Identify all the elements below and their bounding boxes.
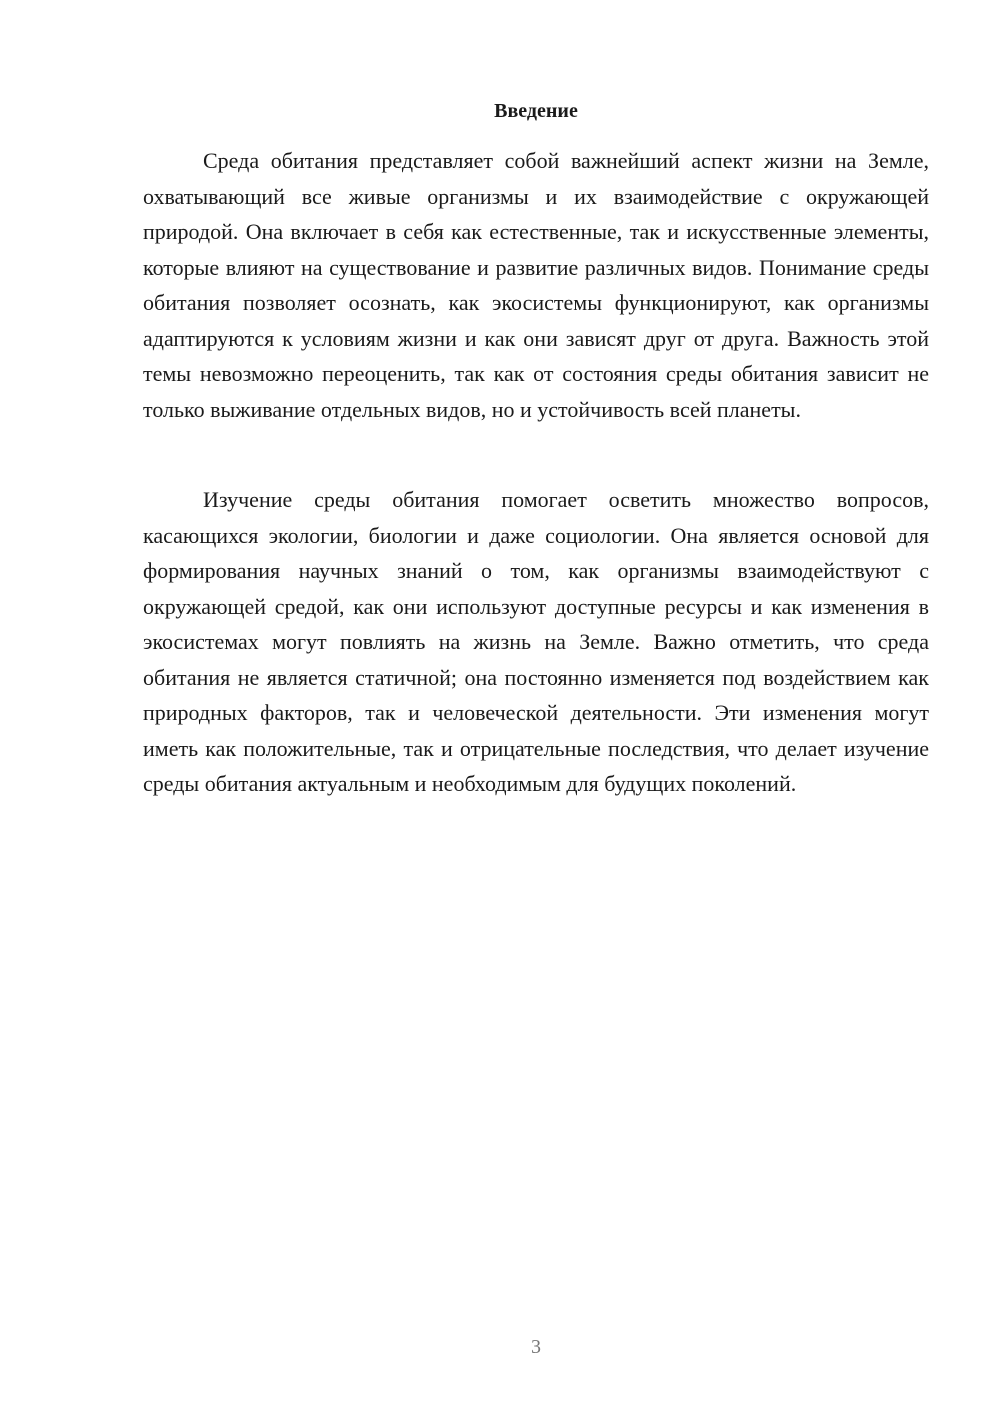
paragraph-2: Изучение среды обитания помогает осветить множество вопросов, касающихся экологии, биологии и даже социологии. Она является основой для формирования научных знаний о том, как организмы взаимодействуют с окружающей средой, как они используют доступные ресурсы и как изменения в экосистемах могут повлиять на жизнь на Земле. Важно отметить, что среда обитания не является статичной; она постоянно изменяется под воздействием как природных факторов, так и человеческой деятельности. Эти изменения могут иметь как положительные, так и отрицательные последствия, что делает изучение среды обитания актуальным и необходимым для будущих поколений. [143,487,929,796]
page-number: 3 [531,1336,541,1358]
section-heading: Введение [494,100,578,122]
paragraph-1: Среда обитания представляет собой важнейший аспект жизни на Земле, охватывающий все живые организмы и их взаимодействие с окружающей природой. Она включает в себя как естественные, так и искусственные элементы, которые влияют на существование и развитие различных видов. Понимание среды обитания позволяет осознать, как экосистемы функционируют, как организмы адаптируются к условиям жизни и как они зависят друг от друга. Важность этой темы невозможно переоценить, так как от состояния среды обитания зависит не только выживание отдельных видов, но и устойчивость всей планеты. [143,148,929,422]
